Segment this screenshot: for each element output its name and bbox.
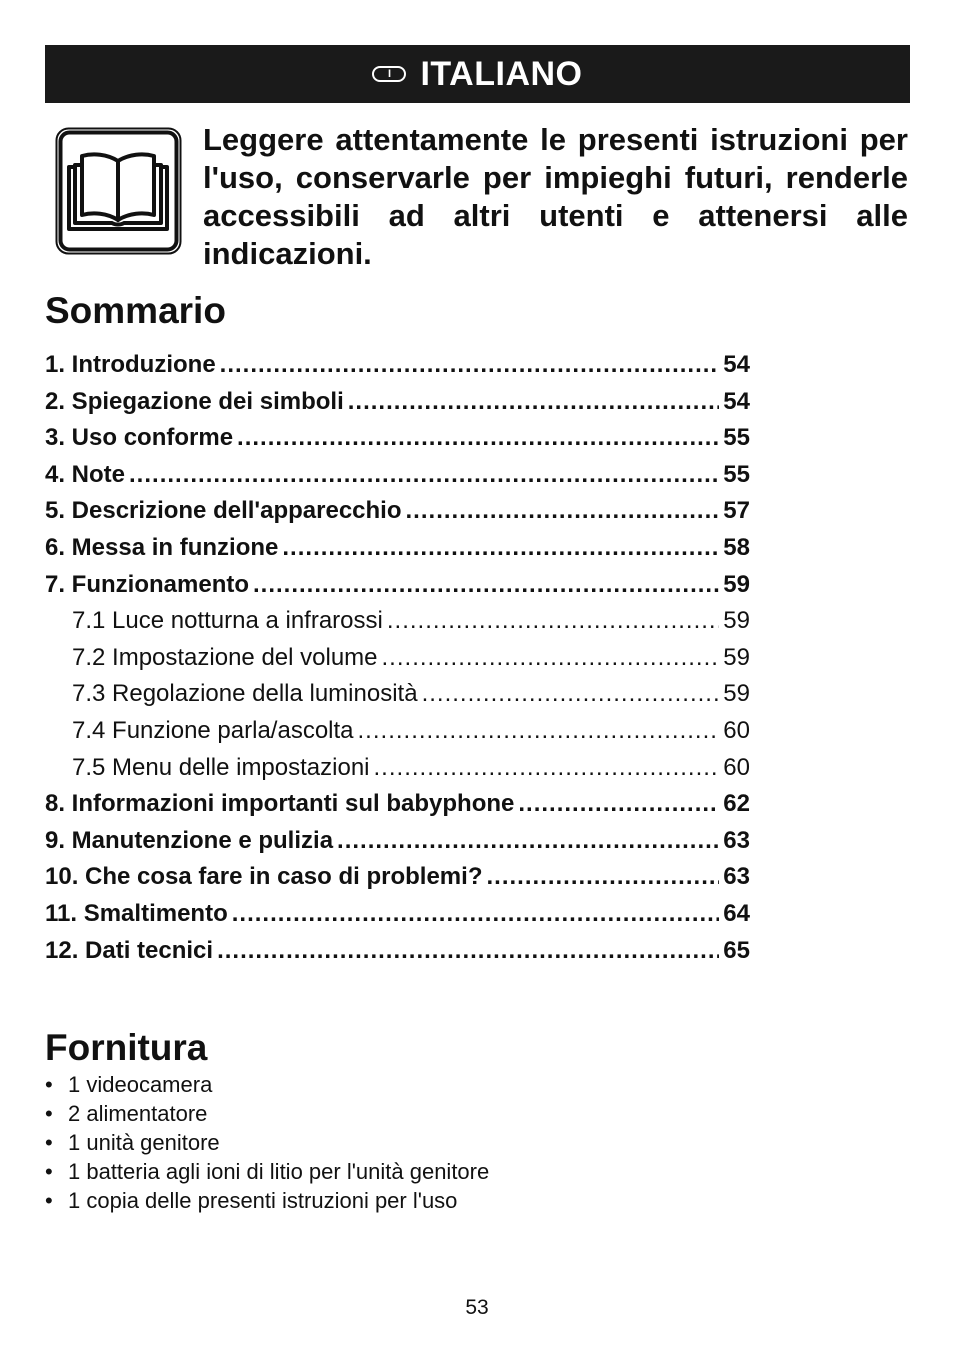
supply-item bbox=[45, 1157, 489, 1186]
toc-dot-leader bbox=[348, 384, 720, 421]
toc-entry-page: 65 bbox=[723, 936, 750, 964]
toc-entry-page: 59 bbox=[723, 643, 750, 671]
toc-entry bbox=[45, 859, 750, 896]
toc-entry bbox=[45, 457, 750, 494]
toc-entry-label: 11. Smaltimento bbox=[45, 899, 228, 927]
language-header bbox=[45, 45, 910, 103]
toc-entry bbox=[45, 347, 750, 384]
toc-dot-leader bbox=[129, 457, 719, 494]
toc-dot-leader bbox=[217, 933, 719, 970]
language-title: ITALIANO bbox=[420, 54, 583, 93]
summary-title: Sommario bbox=[45, 290, 226, 331]
toc-dot-leader bbox=[387, 603, 719, 640]
toc-entry-page: 58 bbox=[723, 533, 750, 561]
toc-entry bbox=[45, 420, 750, 457]
toc-entry-label: 4. Note bbox=[45, 460, 126, 488]
bullet-icon: • bbox=[45, 1101, 53, 1126]
toc-dot-leader bbox=[422, 676, 720, 713]
toc-dot-leader bbox=[358, 713, 720, 750]
toc-entry bbox=[45, 933, 750, 970]
supply-item bbox=[45, 1128, 489, 1157]
toc-entry-page: 55 bbox=[723, 460, 750, 488]
book-icon bbox=[55, 127, 182, 255]
supply-item-text: 1 batteria agli ioni di litio per l'unità genitore bbox=[68, 1159, 490, 1184]
toc-dot-leader bbox=[253, 567, 719, 604]
toc-entry bbox=[45, 713, 750, 750]
toc-entry-label: 10. Che cosa fare in caso di problemi? bbox=[45, 863, 483, 891]
bullet-icon: • bbox=[45, 1130, 53, 1155]
toc-entry-page: 59 bbox=[723, 607, 750, 635]
toc-entry-page: 55 bbox=[723, 424, 750, 452]
toc-entry bbox=[45, 567, 750, 604]
bullet-icon: • bbox=[45, 1072, 53, 1097]
toc-dot-leader bbox=[406, 493, 720, 530]
toc-entry-page: 63 bbox=[723, 863, 750, 891]
toc-entry bbox=[45, 896, 750, 933]
toc-entry-label: 7.3 Regolazione della luminosità bbox=[72, 680, 418, 708]
supply-item-text: 1 copia delle presenti istruzioni per l'uso bbox=[68, 1188, 458, 1213]
toc-entry-page: 62 bbox=[723, 790, 750, 818]
toc-entry-page: 57 bbox=[723, 497, 750, 525]
toc-entry-label: 9. Manutenzione e pulizia bbox=[45, 826, 334, 854]
toc-entry-page: 59 bbox=[723, 570, 750, 598]
toc-entry bbox=[45, 530, 750, 567]
supply-item bbox=[45, 1186, 489, 1215]
toc-dot-leader bbox=[220, 347, 720, 384]
bullet-icon: • bbox=[45, 1159, 53, 1184]
toc-entry-label: 7.2 Impostazione del volume bbox=[72, 643, 378, 671]
toc-entry-label: 5. Descrizione dell'apparecchio bbox=[45, 497, 402, 525]
table-of-contents bbox=[45, 347, 750, 969]
toc-entry bbox=[45, 786, 750, 823]
toc-entry-page: 54 bbox=[723, 387, 750, 415]
language-badge: I bbox=[372, 66, 406, 82]
toc-entry-label: 8. Informazioni importanti sul babyphone bbox=[45, 790, 515, 818]
toc-entry-label: 2. Spiegazione dei simboli bbox=[45, 387, 344, 415]
toc-entry bbox=[45, 823, 750, 860]
toc-dot-leader bbox=[486, 859, 719, 896]
toc-entry-label: 7.1 Luce notturna a infrarossi bbox=[72, 607, 383, 635]
toc-dot-leader bbox=[518, 786, 719, 823]
supply-title: Fornitura bbox=[45, 1027, 208, 1068]
toc-dot-leader bbox=[374, 750, 720, 787]
toc-entry-page: 54 bbox=[723, 351, 750, 378]
toc-entry-page: 63 bbox=[723, 826, 750, 854]
intro-notice: Leggere attentamente le presenti istruzioni per l'uso, conservarle per impieghi futuri, renderle accessibili ad altri utenti e attenersi alle indicazioni. bbox=[203, 122, 908, 271]
toc-entry bbox=[45, 603, 750, 640]
toc-entry-label: 7.5 Menu delle impostazioni bbox=[72, 753, 370, 781]
toc-dot-leader bbox=[337, 823, 719, 860]
toc-entry bbox=[45, 676, 750, 713]
toc-entry bbox=[45, 493, 750, 530]
toc-entry bbox=[45, 750, 750, 787]
toc-entry-label: 7. Funzionamento bbox=[45, 570, 249, 598]
page-number: 53 bbox=[465, 1296, 489, 1319]
toc-entry bbox=[45, 384, 750, 421]
toc-entry-label: 3. Uso conforme bbox=[45, 424, 234, 452]
bullet-icon: • bbox=[45, 1188, 53, 1213]
toc-dot-leader bbox=[237, 420, 719, 457]
toc-entry-label: 6. Messa in funzione bbox=[45, 533, 279, 561]
supply-item-text: 2 alimentatore bbox=[68, 1101, 208, 1126]
toc-entry-page: 60 bbox=[723, 716, 750, 744]
supply-item bbox=[45, 1099, 489, 1128]
supply-list bbox=[45, 1070, 489, 1215]
toc-entry-page: 64 bbox=[723, 899, 750, 927]
supply-item bbox=[45, 1070, 489, 1099]
toc-entry bbox=[45, 640, 750, 677]
toc-entry-label: 7.4 Funzione parla/ascolta bbox=[72, 716, 354, 744]
toc-entry-page: 59 bbox=[723, 680, 750, 708]
supply-item-text: 1 videocamera bbox=[68, 1072, 213, 1097]
supply-item-text: 1 unità genitore bbox=[68, 1130, 220, 1155]
toc-entry-label: 1. Introduzione bbox=[45, 351, 216, 378]
toc-dot-leader bbox=[282, 530, 719, 567]
toc-entry-page: 60 bbox=[723, 753, 750, 781]
toc-dot-leader bbox=[232, 896, 720, 933]
toc-dot-leader bbox=[382, 640, 720, 677]
toc-entry-label: 12. Dati tecnici bbox=[45, 936, 214, 964]
